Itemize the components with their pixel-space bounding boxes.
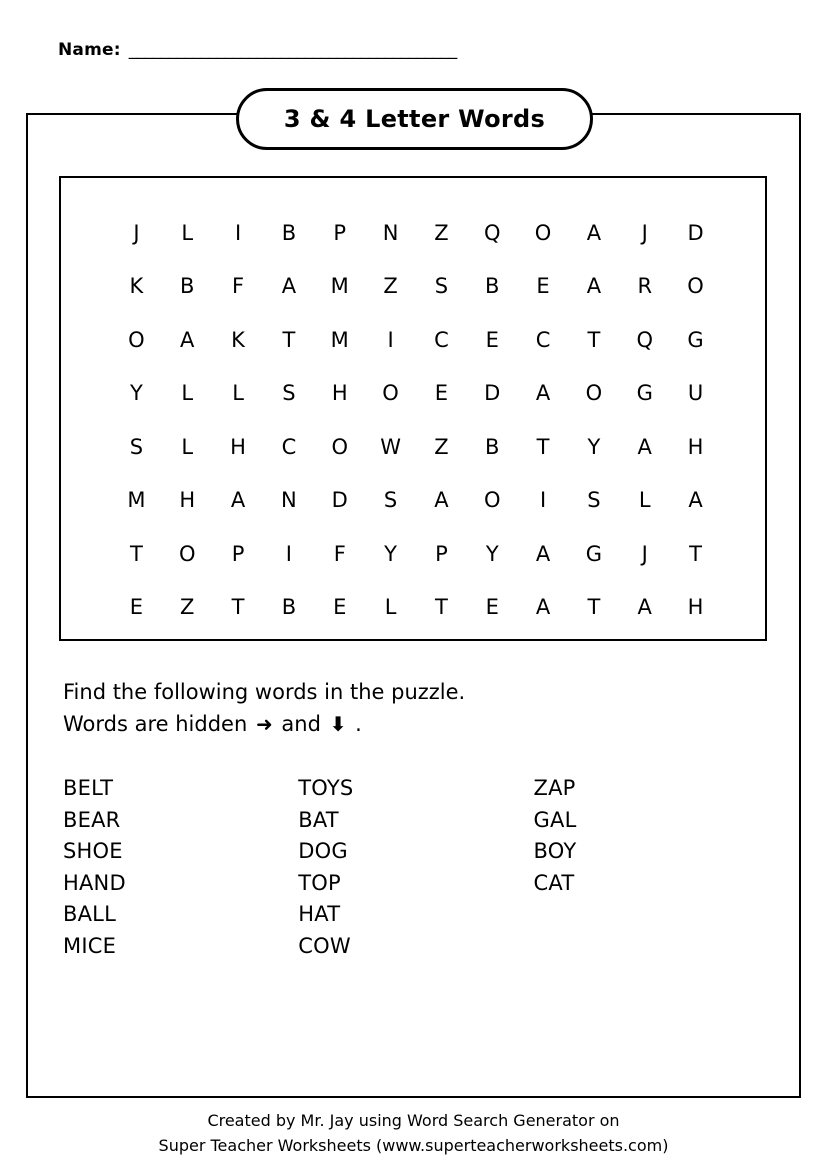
- word-list-item[interactable]: CAT: [533, 870, 575, 895]
- name-field-row: [58, 40, 457, 60]
- grid-cell[interactable]: J: [641, 220, 648, 245]
- grid-cell[interactable]: O: [585, 381, 603, 406]
- grid-cell[interactable]: Y: [384, 541, 397, 566]
- grid-cell[interactable]: Y: [130, 381, 143, 406]
- page-title: 3 & 4 Letter Words: [283, 105, 546, 133]
- grid-cell[interactable]: T: [536, 434, 550, 459]
- grid-cell[interactable]: Z: [180, 595, 195, 620]
- grid-cell[interactable]: M: [330, 327, 349, 352]
- word-list-item[interactable]: BALL: [63, 902, 116, 926]
- grid-cell[interactable]: T: [689, 541, 702, 566]
- instructions-line-2-suffix: .: [355, 712, 362, 736]
- grid-cell[interactable]: Y: [587, 434, 601, 459]
- instructions-line-2: [63, 708, 703, 740]
- word-list-item[interactable]: BEAR: [63, 807, 121, 832]
- grid-cell[interactable]: O: [382, 381, 399, 406]
- grid-cell[interactable]: O: [128, 327, 145, 352]
- word-list-item[interactable]: HAND: [63, 870, 126, 895]
- grid-cell[interactable]: Z: [434, 220, 449, 245]
- word-list-item[interactable]: BAT: [298, 807, 339, 832]
- instructions-line-2-prefix: Words are hidden: [63, 712, 248, 736]
- grid-cell[interactable]: A: [637, 595, 652, 620]
- word-list-item[interactable]: TOP: [298, 870, 341, 895]
- instructions-line-1: Find the following words in the puzzle.: [63, 680, 466, 704]
- grid-cell[interactable]: I: [387, 327, 394, 352]
- grid-cell[interactable]: C: [535, 327, 551, 352]
- grid-cell[interactable]: O: [534, 220, 552, 245]
- grid-cell[interactable]: E: [536, 274, 550, 299]
- footer: [0, 1108, 827, 1158]
- grid-cell[interactable]: J: [133, 220, 140, 245]
- grid-cell[interactable]: E: [129, 595, 144, 620]
- grid-cell[interactable]: T: [231, 595, 245, 620]
- grid-cell[interactable]: G: [687, 327, 704, 352]
- word-search-grid[interactable]: [111, 206, 721, 620]
- word-list: [63, 773, 703, 962]
- grid-cell[interactable]: B: [281, 220, 297, 245]
- grid-cell[interactable]: T: [587, 595, 601, 620]
- grid-cell[interactable]: S: [383, 488, 398, 513]
- title-pill: [236, 88, 593, 150]
- grid-cell[interactable]: R: [637, 274, 653, 299]
- word-list-item[interactable]: MICE: [63, 933, 117, 958]
- arrow-right-icon: ➜: [255, 712, 273, 736]
- grid-cell[interactable]: A: [535, 381, 551, 406]
- grid-cell[interactable]: F: [333, 541, 346, 566]
- grid-cell[interactable]: S: [129, 434, 144, 459]
- grid-cell[interactable]: L: [638, 488, 651, 513]
- footer-line-2: Super Teacher Worksheets (www.superteacherworksheets.com): [158, 1136, 669, 1155]
- grid-cell[interactable]: A: [637, 434, 652, 459]
- arrow-down-icon: ⬇: [329, 712, 347, 736]
- grid-cell[interactable]: H: [687, 595, 704, 620]
- grid-cell[interactable]: Z: [434, 434, 449, 459]
- grid-cell[interactable]: B: [485, 434, 500, 459]
- word-list-item[interactable]: TOYS: [298, 776, 354, 800]
- word-list-item[interactable]: DOG: [298, 839, 348, 863]
- grid-cell[interactable]: A: [535, 541, 551, 566]
- word-list-item[interactable]: ZAP: [533, 776, 576, 800]
- grid-cell[interactable]: A: [688, 488, 703, 513]
- grid-cell[interactable]: O: [687, 274, 704, 299]
- grid-cell[interactable]: W: [380, 434, 401, 459]
- grid-cell[interactable]: N: [281, 488, 297, 513]
- word-list-column: [298, 773, 533, 962]
- grid-cell[interactable]: Q: [483, 220, 501, 245]
- grid-cell[interactable]: H: [179, 488, 196, 513]
- grid-cell[interactable]: D: [331, 488, 348, 513]
- grid-cell[interactable]: Y: [485, 541, 499, 566]
- word-list-column: [63, 773, 298, 962]
- grid-cell[interactable]: C: [281, 434, 297, 459]
- grid-cell[interactable]: E: [485, 327, 499, 352]
- word-list-column: [534, 773, 703, 962]
- grid-cell[interactable]: E: [434, 381, 449, 406]
- grid-cell[interactable]: L: [384, 595, 397, 620]
- word-list-item[interactable]: COW: [298, 933, 351, 958]
- grid-cell[interactable]: K: [129, 274, 144, 299]
- word-search-grid-box: [59, 176, 767, 641]
- grid-cell[interactable]: O: [331, 434, 348, 459]
- grid-cell[interactable]: B: [180, 274, 195, 299]
- grid-cell[interactable]: S: [282, 381, 296, 406]
- grid-cell[interactable]: L: [232, 381, 244, 406]
- grid-cell[interactable]: L: [181, 381, 194, 406]
- name-blank-line[interactable]: _________________________________________: [128, 40, 457, 60]
- grid-cell[interactable]: T: [130, 541, 143, 566]
- grid-cell[interactable]: T: [282, 327, 296, 352]
- grid-cell[interactable]: O: [483, 488, 501, 513]
- grid-cell[interactable]: N: [382, 220, 399, 245]
- grid-cell[interactable]: A: [230, 488, 246, 513]
- word-list-item[interactable]: BOY: [533, 839, 577, 863]
- grid-cell[interactable]: P: [231, 541, 245, 566]
- grid-cell[interactable]: H: [230, 434, 246, 459]
- word-list-item[interactable]: HAT: [298, 902, 341, 926]
- grid-cell[interactable]: S: [434, 274, 449, 299]
- grid-cell[interactable]: J: [641, 541, 648, 566]
- grid-cell[interactable]: Z: [383, 274, 398, 299]
- grid-cell[interactable]: G: [585, 541, 603, 566]
- grid-cell[interactable]: C: [434, 327, 449, 352]
- grid-cell[interactable]: M: [127, 488, 146, 513]
- grid-cell[interactable]: A: [434, 488, 449, 513]
- grid-cell[interactable]: K: [231, 327, 245, 352]
- name-label: Name:: [58, 40, 121, 60]
- grid-cell[interactable]: B: [281, 595, 297, 620]
- grid-cell[interactable]: S: [587, 488, 601, 513]
- grid-cell[interactable]: B: [485, 274, 500, 299]
- grid-cell[interactable]: E: [485, 595, 499, 620]
- grid-cell[interactable]: P: [435, 541, 448, 566]
- grid-cell[interactable]: U: [687, 381, 704, 406]
- grid-cell[interactable]: E: [333, 595, 347, 620]
- instructions: [63, 676, 703, 740]
- grid-cell[interactable]: H: [687, 434, 704, 459]
- grid-cell[interactable]: A: [281, 274, 297, 299]
- word-list-item[interactable]: SHOE: [63, 839, 123, 863]
- grid-cell[interactable]: P: [333, 220, 347, 245]
- instructions-line-2-middle: and: [281, 712, 321, 736]
- grid-cell[interactable]: H: [331, 381, 348, 406]
- grid-cell[interactable]: A: [535, 595, 551, 620]
- grid-cell[interactable]: M: [330, 274, 349, 299]
- grid-cell[interactable]: I: [539, 488, 547, 513]
- grid-cell[interactable]: D: [687, 220, 704, 245]
- word-list-item[interactable]: GAL: [533, 807, 577, 832]
- grid-cell[interactable]: A: [180, 327, 195, 352]
- grid-cell[interactable]: Q: [636, 327, 653, 352]
- grid-cell[interactable]: I: [285, 541, 292, 566]
- grid-cell[interactable]: T: [434, 595, 448, 620]
- grid-cell[interactable]: L: [181, 220, 194, 245]
- grid-cell[interactable]: G: [636, 381, 653, 406]
- grid-cell[interactable]: I: [234, 220, 242, 245]
- grid-cell[interactable]: A: [586, 220, 602, 245]
- footer-line-1: Created by Mr. Jay using Word Search Generator on: [207, 1111, 620, 1130]
- grid-cell[interactable]: F: [232, 274, 245, 299]
- grid-cell[interactable]: O: [178, 541, 196, 566]
- word-list-item[interactable]: BELT: [63, 776, 114, 800]
- grid-cell[interactable]: T: [587, 327, 601, 352]
- grid-cell[interactable]: L: [181, 434, 194, 459]
- grid-cell[interactable]: D: [484, 381, 501, 406]
- grid-cell[interactable]: A: [586, 274, 602, 299]
